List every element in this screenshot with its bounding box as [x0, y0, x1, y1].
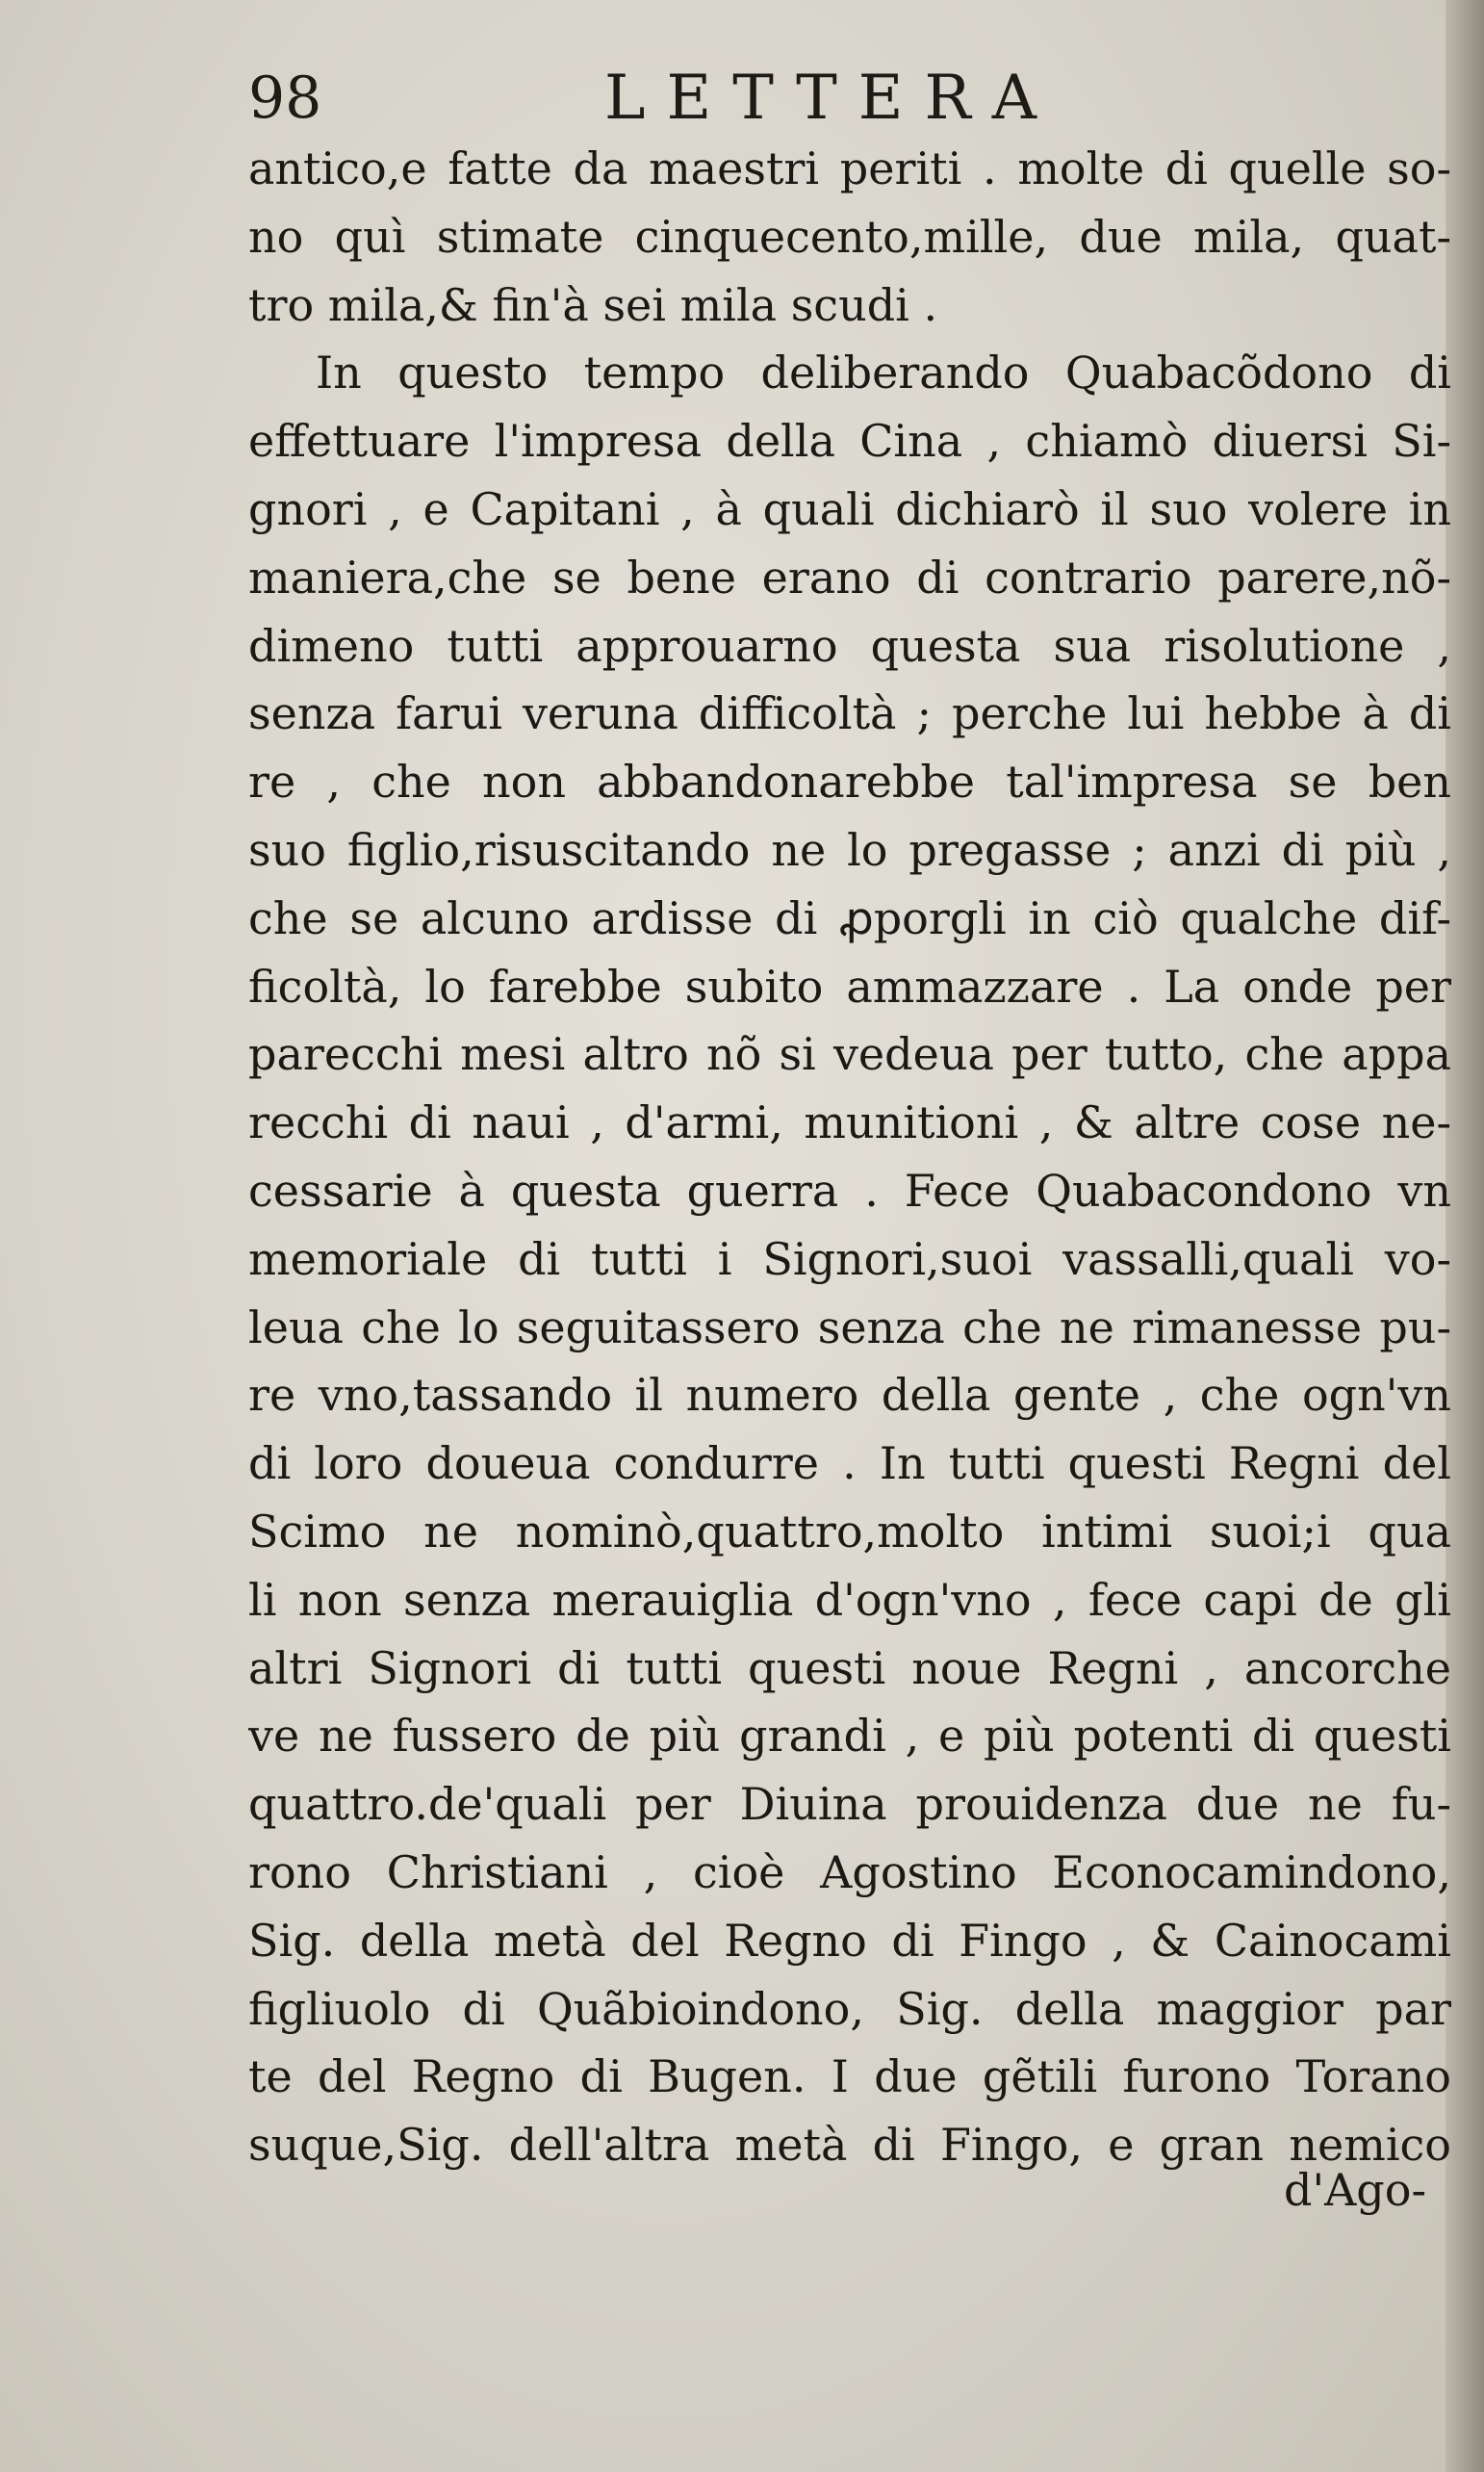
text-line: tro mila,& fin'à sei mila scudi .	[248, 278, 938, 331]
text-line: leua che lo seguitassero senza che ne rimanesse pu-	[248, 1300, 1451, 1353]
text-line: di loro doueua condurre . In tutti questi Regni del	[248, 1437, 1451, 1490]
text-line: re , che non abbandonarebbe tal'impresa se ben	[248, 756, 1451, 809]
text-line: memoriale di tutti i Signori,suoi vassalli,quali vo-	[248, 1232, 1451, 1285]
catchword: d'Ago-	[1284, 2164, 1426, 2216]
text-line: figliuolo di Quãbioindono, Sig. della maggior par	[248, 1982, 1451, 2035]
text-line: Scimo ne nominò,quattro,molto intimi suoi;i qua	[248, 1505, 1451, 1558]
text-line: In questo tempo deliberando Quabacõdono di	[316, 347, 1451, 399]
text-line: suque,Sig. dell'altra metà di Fingo, e gran nemico	[248, 2119, 1451, 2172]
text-line: quattro.de'quali per Diuina prouidenza due ne fu-	[248, 1778, 1451, 1831]
text-line: no quì stimate cinquecento,mille, due mila, quat-	[248, 210, 1451, 263]
text-line: antico,e fatte da maestri periti . molte di quelle so-	[248, 142, 1451, 194]
text-line: cessarie à questa guerra . Fece Quabacondono vn	[248, 1164, 1451, 1217]
text-line: te del Regno di Bugen. I due gẽtili furono Torano	[248, 2050, 1451, 2103]
text-line: parecchi mesi altro nõ si vedeua per tutto, che appa	[248, 1028, 1451, 1081]
text-line: re vno,tassando il numero della gente , che ogn'vn	[248, 1369, 1451, 1422]
text-line: maniera,che se bene erano di contrario parere,nõ-	[248, 551, 1451, 604]
text-line: ve ne fussero de più grandi , e più potenti di questi	[248, 1710, 1451, 1763]
page-header	[248, 60, 1451, 146]
text-line: effettuare l'impresa della Cina , chiamò diuersi Si-	[248, 415, 1451, 468]
text-line: rono Christiani , cioè Agostino Econocamindono,	[248, 1845, 1451, 1898]
text-line: altri Signori di tutti questi noue Regni , ancorche	[248, 1641, 1451, 1694]
text-line: li non senza merauiglia d'ogn'vno , fece capi de gli	[248, 1573, 1451, 1626]
text-line: ficoltà, lo farebbe subito ammazzare . La onde per	[248, 960, 1451, 1013]
running-head: LETTERA	[604, 63, 1058, 134]
binding-edge	[1446, 0, 1484, 2472]
text-line: senza farui veruna difficoltà ; perche lui hebbe à di	[248, 687, 1451, 740]
page-number: 98	[248, 64, 322, 132]
text-line: gnori , e Capitani , à quali dichiarò il suo volere in	[248, 482, 1451, 535]
text-line: che se alcuno ardisse di ꝓporgli in ciò qualche dif-	[248, 891, 1451, 944]
text-line: Sig. della metà del Regno di Fingo , & Cainocami	[248, 1914, 1451, 1967]
body-text	[248, 135, 1451, 2179]
text-line: dimeno tutti approuarno questa sua risolutione ,	[248, 619, 1451, 672]
text-line: suo figlio,risuscitando ne lo pregasse ; anzi di più ,	[248, 823, 1451, 876]
text-line: recchi di naui , d'armi, munitioni , & altre cose ne-	[248, 1096, 1451, 1149]
